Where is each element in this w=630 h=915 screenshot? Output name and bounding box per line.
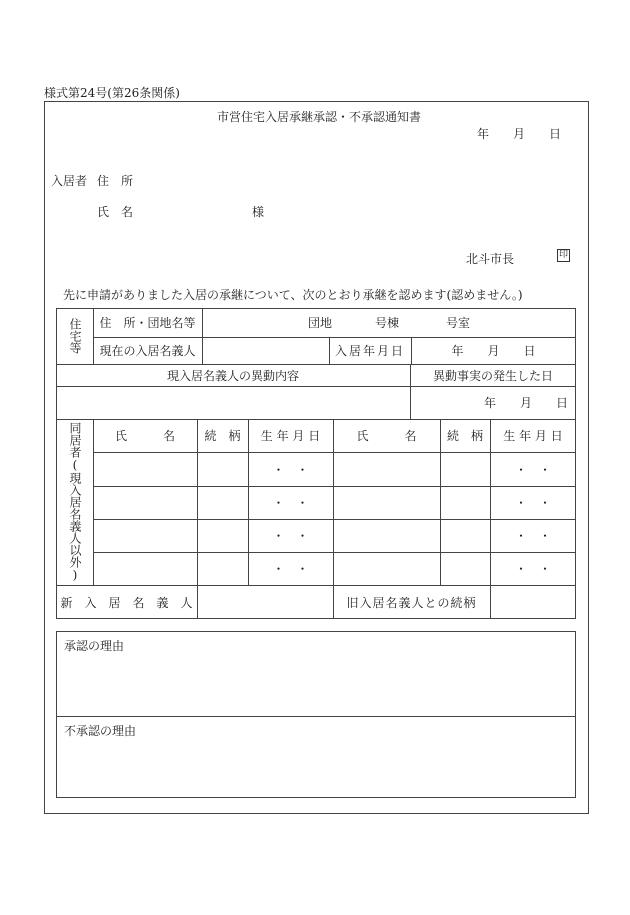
relation-to-old-holder-label: 旧入居名義人との続柄 [346,595,477,610]
new-holder-label: 新 入 居 名 義 人 [60,595,193,610]
household-birth-header-left: 生 年 月 日 [260,429,321,443]
issuer-name: 北斗市長 [466,252,515,266]
approval-reason-label: 承認の理由 [64,639,125,653]
recipient-name-label: 氏 名 [97,205,134,219]
issue-date: 年 月 日 [477,127,562,141]
danchi-label: 団地 [307,316,332,330]
intro-text: 先に申請がありました入居の承継について、次のとおり承継を認めます(認めません。) [63,288,523,302]
household-relation-header-right: 続 柄 [446,429,483,443]
disapproval-reason-label: 不承認の理由 [64,724,137,738]
address-danchi-label: 住 所・団地名等 [99,316,196,330]
form-number: 様式第24号(第26条関係) [44,86,180,100]
household-birth-cell: ・ ・ [514,462,551,477]
household-birth-header-right: 生 年 月 日 [503,429,563,443]
household-birth-cell: ・ ・ [272,462,309,477]
move-in-date-label: 入居年月日 [334,344,405,358]
household-birth-cell: ・ ・ [272,529,309,543]
household-birth-cell: ・ ・ [272,562,309,576]
household-relation-header-left: 続 柄 [204,429,241,443]
reasons-table [56,631,576,798]
household-section-label: 同居者(現入居名義人以外) [68,422,82,582]
change-date-value: 年 月 日 [483,396,568,410]
move-in-date-value: 年 月 日 [451,344,536,358]
goushitsu-label: 号室 [445,316,470,330]
recipient-honorific: 様 [252,205,265,219]
document-title: 市営住宅入居承継承認・不承認通知書 [217,110,422,124]
current-holder-label: 現在の入居名義人 [99,344,196,358]
housing-section-label: 住宅等 [68,318,82,354]
change-content-label: 現入居名義人の異動内容 [166,368,299,383]
household-birth-cell: ・ ・ [514,496,551,510]
gotou-label: 号棟 [374,316,399,330]
household-birth-cell: ・ ・ [272,496,309,510]
change-date-label: 異動事実の発生した日 [432,368,553,383]
household-birth-cell: ・ ・ [514,562,551,576]
household-birth-cell: ・ ・ [514,529,551,543]
recipient-role: 入居者 [51,174,88,188]
household-name-header-left: 氏 名 [114,429,175,443]
seal-mark: 印 [558,250,568,260]
recipient-address-label: 住 所 [97,174,134,188]
household-name-header-right: 氏 名 [356,429,417,443]
